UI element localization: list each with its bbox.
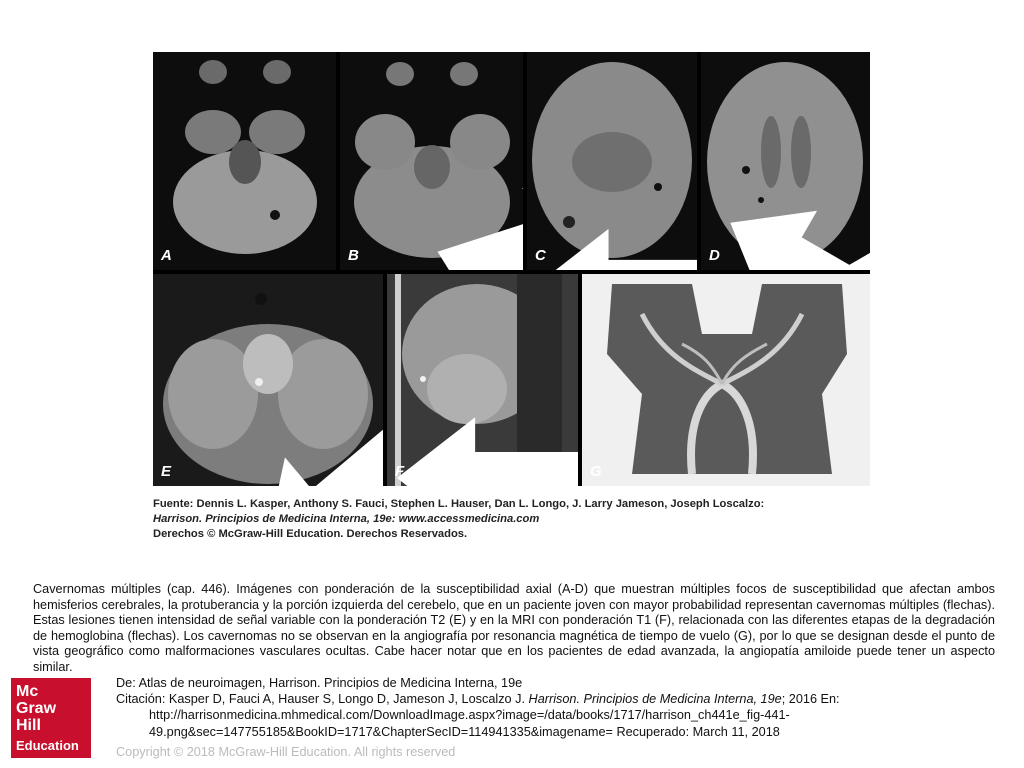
citation-block [116,675,976,740]
figure-source [153,497,870,542]
logo-line-1: Mc [16,683,39,700]
source-line-3: Derechos © McGraw-Hill Education. Derechos Reservados. [153,528,468,540]
panel-label: A [161,247,172,264]
logo-line-3: Hill [16,717,41,734]
panel-d [701,52,870,270]
angiography-g [582,274,870,486]
panel-a [153,52,336,270]
citation-url-1[interactable]: http://harrisonmedicina.mhmedical.com/DownloadImage.aspx?image=/data/books/1717/harrison_ch441e_fig-441- [149,708,790,723]
source-line-1: Fuente: Dennis L. Kasper, Anthony S. Fauci, Stephen L. Hauser, Dan L. Longo, J. Larry Jameson, Joseph Loscalzo: [153,498,765,510]
arrow-icon [397,372,578,486]
logo-line-2: Graw [16,700,57,717]
panel-label: G [590,463,602,480]
brain-imaging-figure [153,52,870,486]
citation-authors: Citación: Kasper D, Fauci A, Hauser S, Longo D, Jameson J, Loscalzo J. [116,692,529,707]
citation-reference [116,691,976,707]
logo-line-4: Education [16,738,79,753]
figure-caption: Cavernomas múltiples (cap. 446). Imágenes con ponderación de la susceptibilidad axial (A-D) que muestran múltiples focos de susceptibilidad que afectan ambos hemisferios cerebrales, la protuberancia y la porción izquierda del cerebelo, que en un paciente joven con mayor probabilidad representan cavernomas múltiples (flechas). Estas lesiones tienen intensidad de señal variable con la ponderación T2 (E) y en la MRI con ponderación T1 (F), relacionada con las diferentes etapas de la degradación de hemoglobina (flechas). Los cavernomas no se observan en la angiografía por resonancia magnética de tiempo de vuelo (G), por lo que se designan desde el punto de vista geográfico como malformaciones vasculares ocultas. Cabe hacer notar que en los pacientes de edad avanzada, la angiopatía amiloide puede tener un aspecto similar. [33,582,995,674]
citation-url-2[interactable]: 49.png&sec=147755185&BookID=1717&ChapterSecID=114941335&imagename= Recuperado: March 11, 2018 [149,724,780,739]
panel-f [387,274,578,486]
panel-g [582,274,870,486]
citation-title: Harrison. Principios de Medicina Interna, 19e [528,692,782,707]
panel-label: D [709,247,720,264]
panel-label: E [161,463,172,480]
citation-year: ; 2016 En: [781,692,840,707]
panel-b [340,52,523,270]
mcgraw-hill-logo [11,678,91,758]
panel-label: C [535,247,546,264]
panel-c [527,52,697,270]
panel-label: B [348,247,359,264]
citation-from: De: Atlas de neuroimagen, Harrison. Principios de Medicina Interna, 19e [116,676,523,690]
source-line-2: Harrison. Principios de Medicina Interna, 19e: www.accessmedicina.com [153,513,540,525]
panel-label: F [395,463,405,480]
panel-e [153,274,383,486]
copyright-notice: Copyright © 2018 McGraw-Hill Education. All rights reserved [116,745,456,759]
